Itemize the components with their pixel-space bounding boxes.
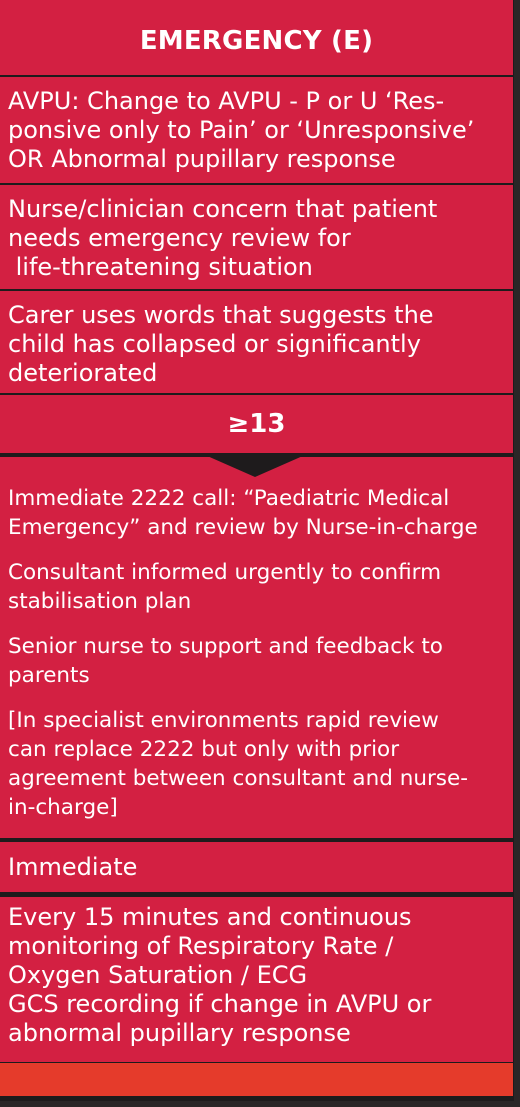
action-line: [In specialist environments rapid review — [8, 708, 439, 733]
action-item — [8, 706, 505, 822]
criterion-line: life-threatening situation — [8, 253, 313, 281]
action-line: agreement between consultant and nurse- — [8, 766, 468, 791]
action-line: Consultant informed urgently to confirm — [8, 560, 442, 585]
criterion-line: OR Abnormal pupillary response — [8, 145, 396, 173]
action-item — [8, 558, 505, 616]
action-line: stabilisation plan — [8, 589, 192, 614]
criterion-line: Carer uses words that suggests the — [8, 301, 434, 329]
criterion-carer-concern — [0, 291, 513, 393]
criterion-line: needs emergency review for — [8, 224, 351, 252]
criterion-line: ponsive only to Pain’ or ‘Unresponsive’ — [8, 116, 475, 144]
monitoring-line: monitoring of Respiratory Rate / — [8, 932, 394, 960]
action-line: parents — [8, 663, 90, 688]
monitoring-line: Oxygen Saturation / ECG — [8, 961, 308, 989]
down-arrow-icon — [205, 455, 305, 477]
criterion-clinician-concern — [0, 185, 513, 289]
action-item — [8, 484, 505, 542]
action-line: Emergency” and review by Nurse-in-charge — [8, 515, 478, 540]
monitoring-line: Every 15 minutes and continuous — [8, 903, 412, 931]
action-line: in-charge] — [8, 795, 118, 820]
criterion-line: AVPU: Change to AVPU - P or U ‘Res- — [8, 87, 445, 115]
criterion-line: deteriorated — [8, 359, 158, 387]
score-threshold: ≥13 — [0, 395, 513, 453]
action-item — [8, 632, 505, 690]
color-strip — [0, 1063, 513, 1096]
criterion-line: Nurse/clinician concern that patient — [8, 195, 438, 223]
criterion-avpu — [0, 77, 513, 183]
monitoring-line: GCS recording if change in AVPU or — [8, 990, 432, 1018]
criterion-line: child has collapsed or significantly — [8, 330, 421, 358]
response-time: Immediate — [0, 842, 513, 892]
action-line: Senior nurse to support and feedback to — [8, 634, 443, 659]
monitoring-line: abnormal pupillary response — [8, 1019, 351, 1047]
panel-title: EMERGENCY (E) — [0, 0, 513, 75]
actions-section — [0, 457, 513, 838]
action-line: Immediate 2222 call: “Paediatric Medical — [8, 486, 450, 511]
action-line: can replace 2222 but only with prior — [8, 737, 400, 762]
monitoring-frequency — [0, 897, 513, 1062]
